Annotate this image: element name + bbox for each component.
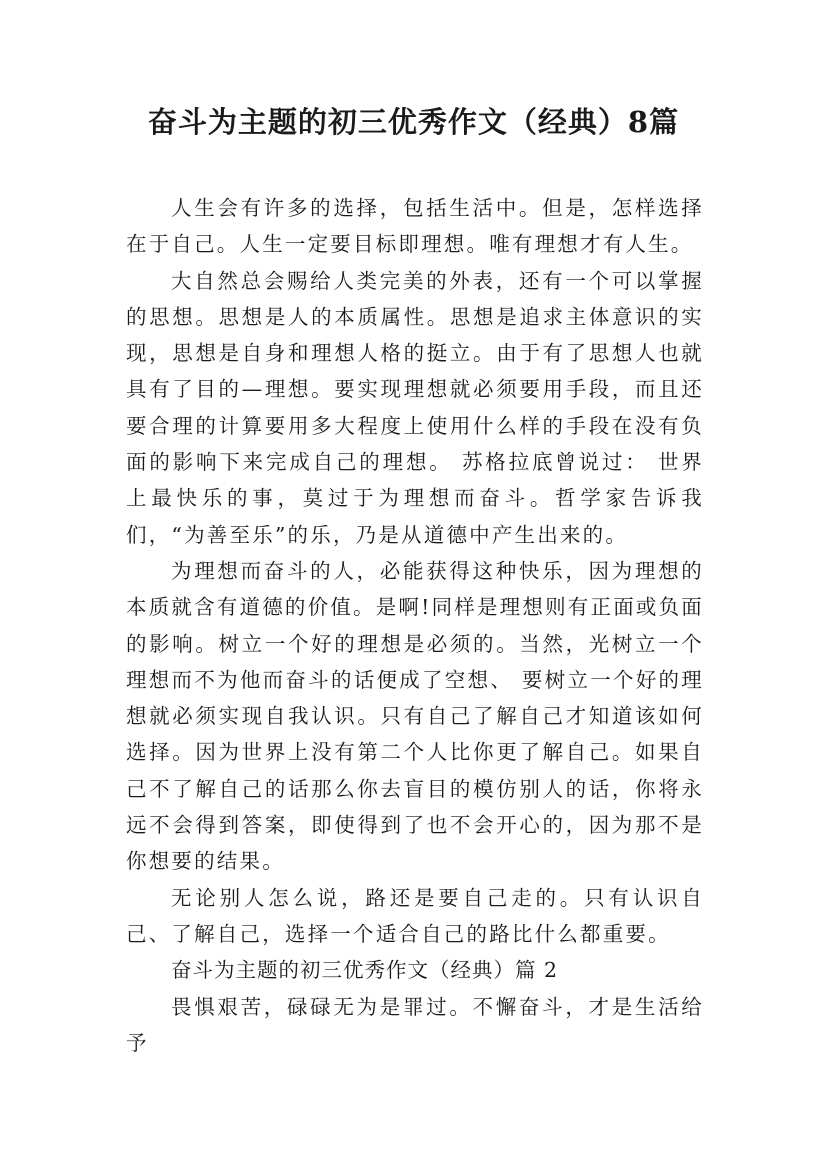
paragraph: 为理想而奋斗的人，必能获得这种快乐，因为理想的本质就含有道德的价值。是啊!同样是理想则有正面或负面的影响。树立一个好的理想是必须的。当然，光树立一个理想而不为他而奋斗的话便成了空想、 要树立一个好的理想就必须实现自我认识。只有自己了解自己才知道该如何选择。因为世界上没有第二个人比你更了解自己。如果自己不了解自己的话那么你去盲目的模仿别人的话，你将永远不会得到答案，即使得到了也不会开心的，因为那不是你想要的结果。	[126, 558, 704, 874]
document-title: 奋斗为主题的初三优秀作文（经典）8篇	[147, 105, 680, 139]
paragraph: 无论别人怎么说，路还是要自己走的。只有认识自己、了解自己，选择一个适合自己的路比什么都重要。	[126, 885, 704, 946]
paragraph: 畏惧艰苦，碌碌无为是罪过。不懈奋斗，才是生活给予	[126, 994, 704, 1055]
section-heading: 奋斗为主题的初三优秀作文（经典）篇 2	[171, 958, 559, 983]
paragraph: 大自然总会赐给人类完美的外表，还有一个可以掌握的思想。思想是人的本质属性。思想是追求主体意识的实现，思想是自身和理想人格的挺立。由于有了思想人也就具有了目的—理想。要实现理想就必须要用手段，而且还要合理的计算要用多大程度上使用什么样的手段在没有负面的影响下来完成自己的理想。 苏格拉底曾说过： 世界上最快乐的事，莫过于为理想而奋斗。哲学家告诉我们，“为善至乐”的乐，乃是从道德中产生出来的。	[126, 268, 704, 547]
document-body	[126, 190, 704, 1061]
paragraph: 人生会有许多的选择，包括生活中。但是，怎样选择在于自己。人生一定要目标即理想。唯有理想才有人生。	[126, 196, 704, 257]
